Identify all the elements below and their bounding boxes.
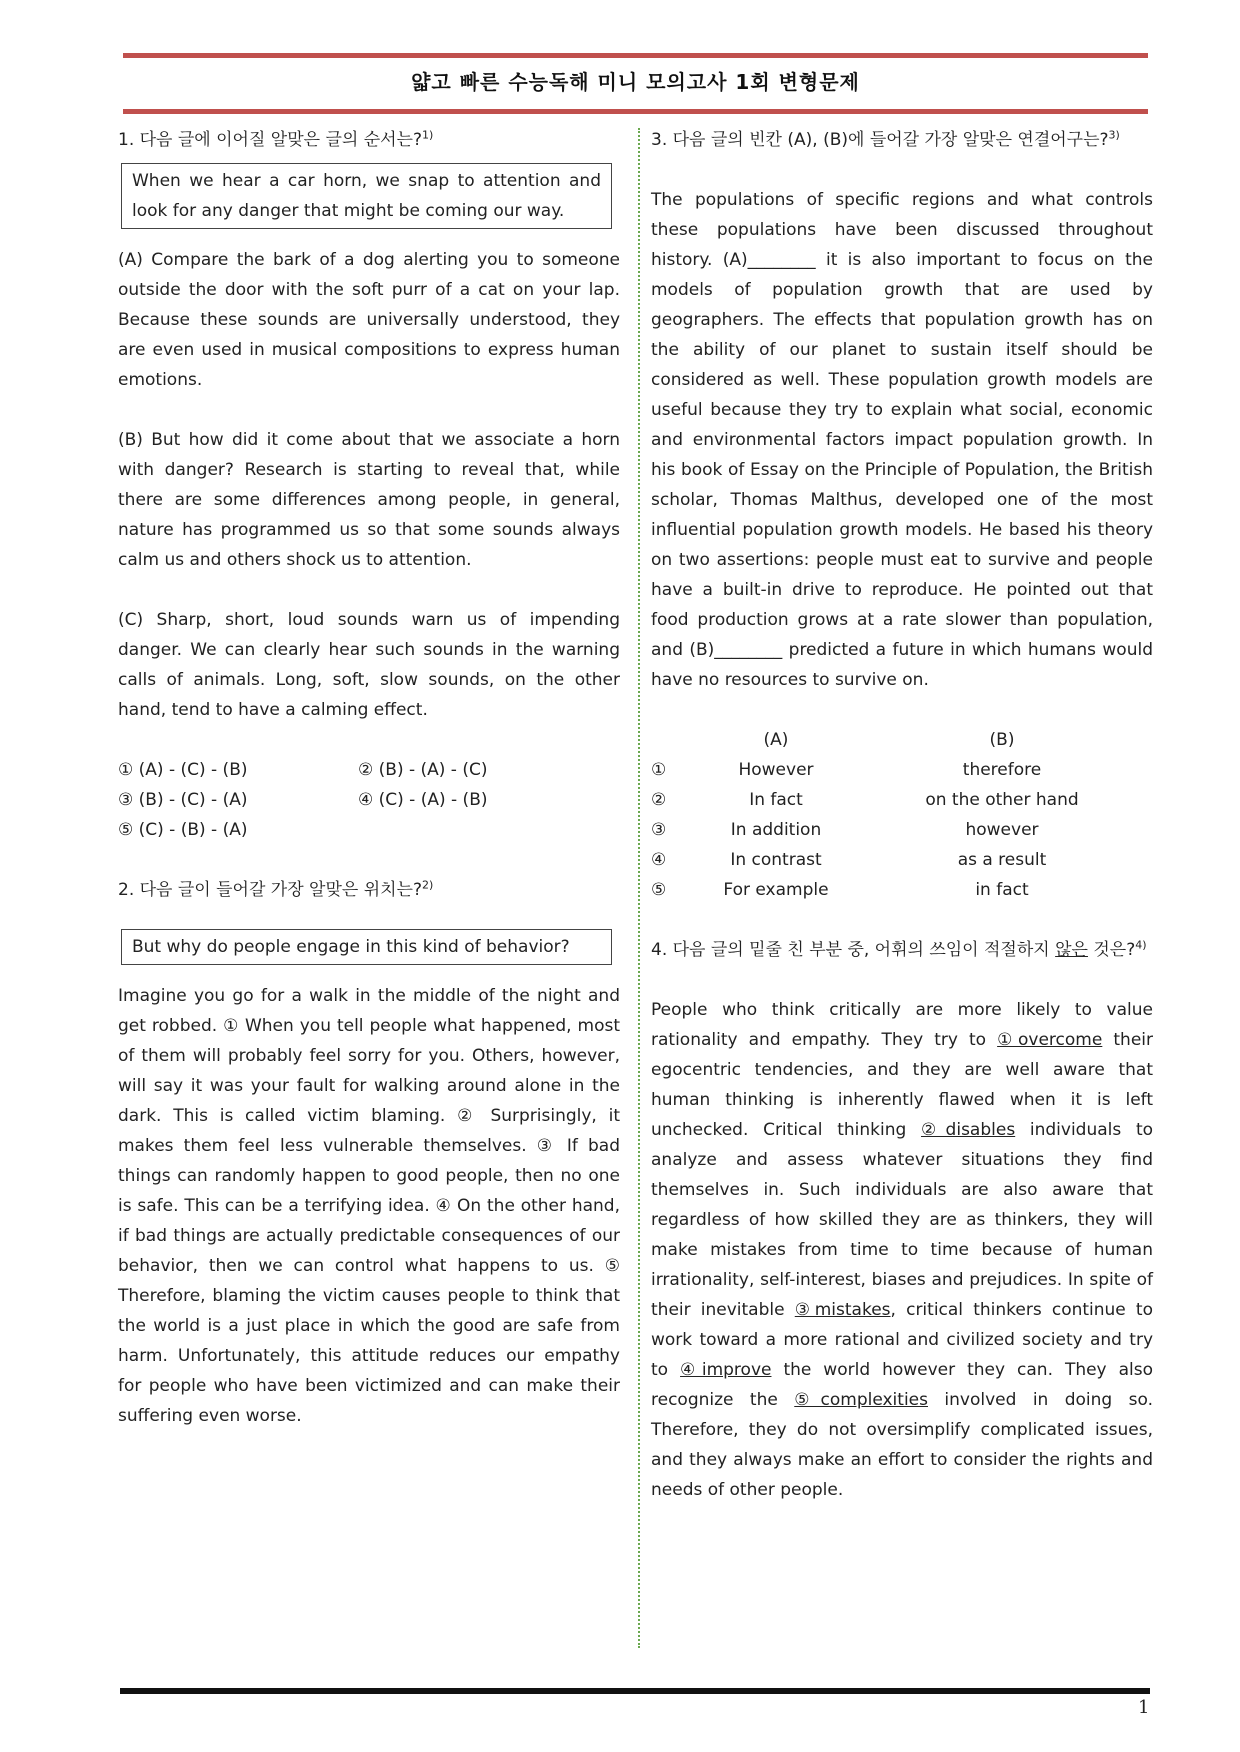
q3-choice-header-num bbox=[651, 725, 701, 755]
right-column bbox=[651, 125, 1153, 1505]
header-rule-top bbox=[123, 53, 1148, 58]
q1-paragraph-c: (C) Sharp, short, loud sounds warn us of impending danger. We can clearly hear such sounds in the warning calls of animals. Long, soft, slow sounds, on the other hand, tend to have a calming effect. bbox=[118, 610, 620, 720]
q4-underline-2: ②disables bbox=[921, 1120, 1016, 1140]
q3-choice-3-num[interactable]: ③ bbox=[651, 820, 667, 840]
q3-choice-3-a: In addition bbox=[730, 820, 822, 840]
q4-underline-1: ①overcome bbox=[997, 1030, 1103, 1050]
q2-given-box: But why do people engage in this kind of behavior? bbox=[121, 929, 612, 965]
q4-passage: People who think critically are more likely to value rationality and empathy. They try to ①overcome their egocentric tendencies, and they are well aware that human thinking is inherently flawed when it is left unchecked. Critical thinking ②disables individuals to analyze and assess whatever situations they find themselves in. Such individuals are also aware that regardless of how skilled they are as thinkers, they will make mistakes from time to time because of human irrationality, self-interest, biases and prejudices. In spite of their inevitable ③mistakes, critical thinkers continue to work toward a more rational and civilized society and try to ④improve the world however they can. They also recognize the ⑤complexities involved in doing so. Therefore, they do not oversimplify complicated issues, and they always make an effort to consider the rights and needs of other people. bbox=[651, 1000, 1154, 1500]
q1-option-2[interactable]: ② (B) - (A) - (C) bbox=[358, 760, 488, 780]
q4-underline-4: ④improve bbox=[680, 1360, 772, 1380]
q3-choice-4-num[interactable]: ④ bbox=[651, 850, 667, 870]
q1-prompt: 1. 다음 글에 이어질 알맞은 글의 순서는?$^{1)}$ bbox=[118, 128, 434, 150]
q3-choice-3-b: however bbox=[965, 820, 1039, 840]
q3-choice-header-b: (B) bbox=[989, 730, 1015, 750]
q3-choice-header-a: (A) bbox=[763, 730, 789, 750]
q3-choice-1-a: However bbox=[738, 760, 814, 780]
q3-passage: The populations of specific regions and what controls these populations have been discussed throughout history. (A)________ it is also important to focus on the models of population growth that are used by geographers. The effects that population growth has on the ability of our planet to sustain itself should be considered as well. These population growth models are useful because they try to explain what social, economic and environmental factors impact population growth. In his book of Essay on the Principle of Population, the British scholar, Thomas Malthus, developed one of the most influential population growth models. He based his theory on two assertions: people must eat to survive and people have a built-in drive to reproduce. He pointed out that food production grows at a rate slower than population, and (B)________ predicted a future in which humans would have no resources to survive on. bbox=[651, 190, 1153, 690]
q3-choice-1-b: therefore bbox=[962, 760, 1042, 780]
q1-paragraph-b: (B) But how did it come about that we associate a horn with danger? Research is starting to reveal that, while there are some differences among people, in general, nature has programmed us so that some sounds always calm us and others shock us to attention. bbox=[118, 430, 620, 570]
q3-choice-2-a: In fact bbox=[749, 790, 803, 810]
q3-choice-2-b: on the other hand bbox=[925, 790, 1079, 810]
q3-choice-1-num[interactable]: ① bbox=[651, 760, 667, 780]
footer-rule bbox=[120, 1688, 1150, 1694]
q1-option-1[interactable]: ① (A) - (C) - (B) bbox=[118, 760, 248, 780]
q3-choice-5-num[interactable]: ⑤ bbox=[651, 880, 667, 900]
q1-option-3[interactable]: ③ (B) - (C) - (A) bbox=[118, 790, 248, 810]
q4-prompt: 4. 다음 글의 밑줄 친 부분 중, 어휘의 쓰임이 적절하지 않은 것은?$^{4)}$ bbox=[651, 938, 1147, 960]
q2-prompt: 2. 다음 글이 들어갈 가장 알맞은 위치는?$^{2)}$ bbox=[118, 878, 434, 900]
q3-choice-4-b: as a result bbox=[957, 850, 1047, 870]
q3-choice-4-a: In contrast bbox=[730, 850, 822, 870]
q3-choice-2-num[interactable]: ② bbox=[651, 790, 667, 810]
q3-choices bbox=[651, 725, 1153, 905]
page-title: 얇고 빠른 수능독해 미니 모의고사 1회 변형문제 bbox=[411, 70, 860, 94]
q1-option-4[interactable]: ④ (C) - (A) - (B) bbox=[358, 790, 488, 810]
q3-choice-5-a: For example bbox=[723, 880, 829, 900]
q1-options bbox=[118, 755, 620, 845]
q1-given-box: When we hear a car horn, we snap to attention and look for any danger that might be coming our way. bbox=[121, 163, 612, 229]
left-column bbox=[118, 125, 620, 1431]
q3-choice-5-b: in fact bbox=[975, 880, 1029, 900]
column-divider bbox=[638, 128, 640, 1648]
q3-prompt: 3. 다음 글의 빈칸 (A), (B)에 들어갈 가장 알맞은 연결어구는?$^{3)}$ bbox=[651, 128, 1120, 150]
header-rule-bottom bbox=[123, 109, 1148, 114]
q1-option-5[interactable]: ⑤ (C) - (B) - (A) bbox=[118, 820, 248, 840]
q4-underline-5: ⑤complexities bbox=[794, 1390, 928, 1410]
q4-underline-3: ③mistakes bbox=[794, 1300, 891, 1320]
q1-paragraph-a: (A) Compare the bark of a dog alerting you to someone outside the door with the soft purr of a cat on your lap. Because these sounds are universally understood, they are even used in musical compositions to express human emotions. bbox=[118, 250, 620, 390]
page-number: 1 bbox=[1138, 1697, 1150, 1718]
q2-passage: Imagine you go for a walk in the middle of the night and get robbed. ① When you tell people what happened, most of them will probably feel sorry for you. Others, however, will say it was your fault for walking around alone in the dark. This is called victim blaming. ② Surprisingly, it makes them feel less vulnerable themselves. ③ If bad things can randomly happen to good people, then no one is safe. This can be a terrifying idea. ④ On the other hand, if bad things are actually predictable consequences of our behavior, then we can control what happens to us. ⑤ Therefore, blaming the victim causes people to think that the world is a just place in which the good are safe from harm. Unfortunately, this attitude reduces our empathy for people who have been victimized and can make their suffering even worse. bbox=[118, 986, 620, 1426]
